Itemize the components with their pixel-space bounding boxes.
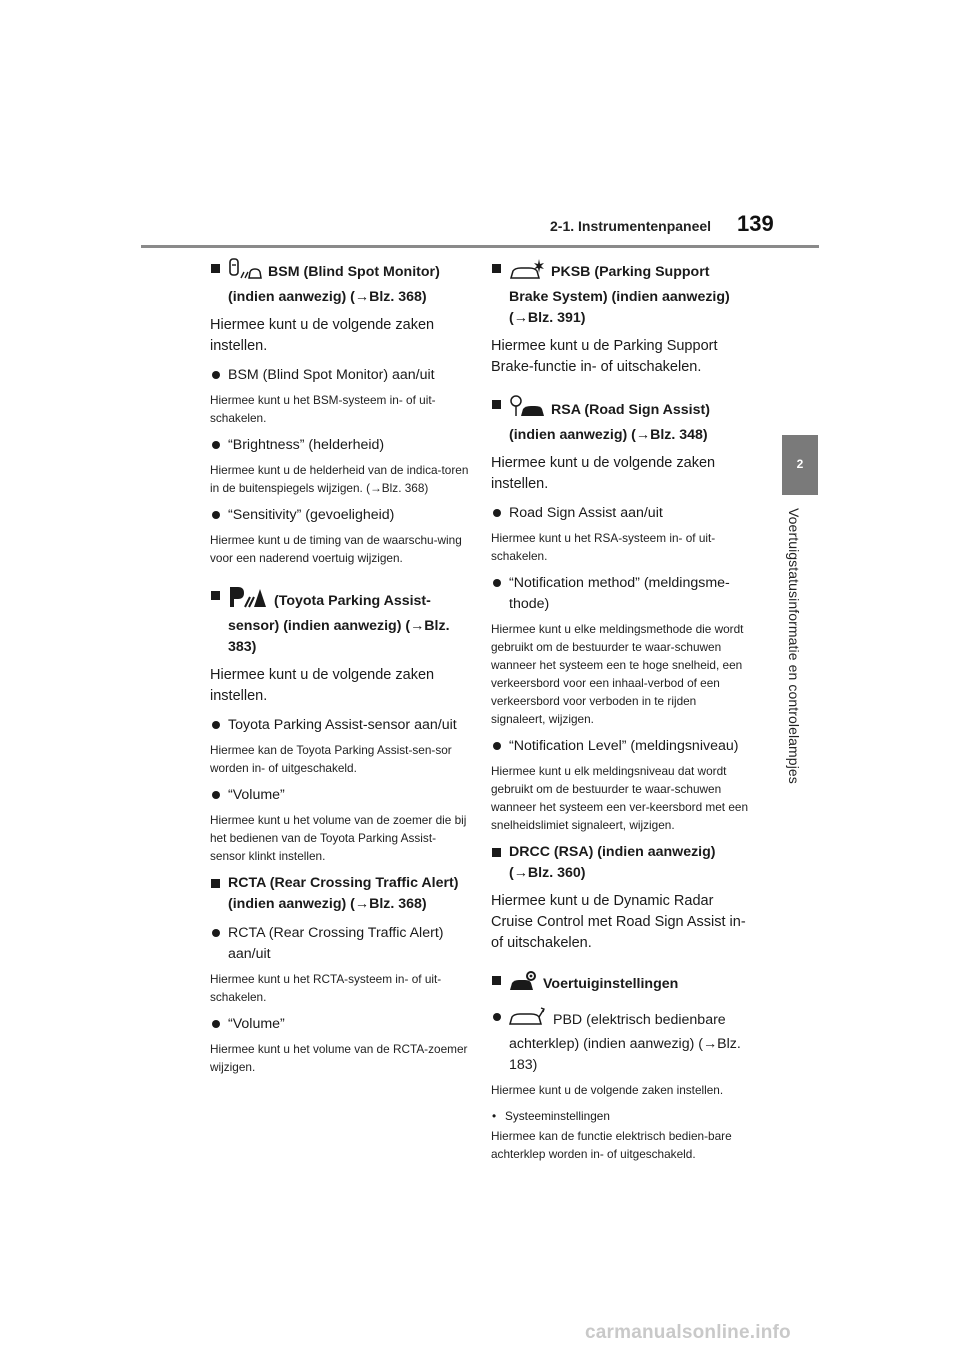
- pksb-heading-text: PKSB (Parking Support Brake System) (indien aanwezig) (→Blz. 391): [509, 264, 730, 326]
- car-settings-icon: [509, 970, 537, 999]
- blind-spot-monitor-icon: [228, 258, 262, 287]
- road-sign-assist-icon: [509, 394, 545, 425]
- parking-assist-bullet-2: “Volume”: [210, 785, 470, 806]
- chapter-tab: [782, 435, 818, 495]
- pbd-bullet-text: PBD (elektrisch bedienbare achterklep) (indien aanwezig) (→Blz. 183): [509, 1012, 741, 1073]
- watermark: carmanualsonline.info: [585, 1322, 791, 1343]
- rsa-desc-2: Hiermee kunt u elke meldingsmethode die wordt gebruikt om de bestuurder te waar-schuwen wanneer het systeem een te hoge snelheid, een verkeersbord voor een inhaal-verbod of een verkeersbord voor verboden in te rijden signaleert, wijzigen.: [491, 622, 744, 726]
- rsa-desc-3: Hiermee kunt u elk meldingsniveau dat wordt gebruikt om de bestuurder te waar-schuwen wanneer het systeem een ver-keersbord met een snelheidslimiet signaleert, wijzigen.: [491, 764, 749, 832]
- section-heading-vehicle-settings: [491, 970, 751, 999]
- rcta-desc-2: Hiermee kunt u het volume van de RCTA-zoemer wijzigen.: [210, 1042, 468, 1074]
- section-title: 2-1. Instrumentenpaneel: [550, 218, 712, 234]
- rsa-bullet-1: Road Sign Assist aan/uit: [491, 503, 751, 524]
- page-number: 139: [737, 211, 774, 236]
- parking-assist-heading-text: (Toyota Parking Assist-sensor) (indien aanwezig) (→Blz. 383): [228, 593, 450, 655]
- pbd-desc-2: Hiermee kan de functie elektrisch bedien-bare achterklep worden in- of uitgeschakeld.: [491, 1129, 732, 1161]
- bsm-bullet-1: BSM (Blind Spot Monitor) aan/uit: [210, 365, 470, 386]
- parking-assist-desc-2: Hiermee kunt u het volume van de zoemer die bij het bedienen van de Toyota Parking Assist-sensor klinkt instellen.: [210, 813, 467, 863]
- rsa-bullet-2: “Notification method” (meldingsme-thode): [491, 573, 751, 615]
- right-column: [491, 258, 751, 1171]
- pbd-subitem: • Systeeminstellingen: [491, 1107, 751, 1125]
- left-column: [210, 258, 470, 1084]
- bsm-desc-1: Hiermee kunt u het BSM-systeem in- of uit-schakelen.: [210, 393, 436, 425]
- section-heading-rcta: RCTA (Rear Crossing Traffic Alert) (indien aanwezig) (→Blz. 368): [210, 873, 470, 915]
- parking-brake-car-icon: [509, 258, 545, 287]
- rsa-heading-text: RSA (Road Sign Assist) (indien aanwezig) (→Blz. 348): [509, 402, 710, 443]
- bsm-intro: Hiermee kunt u de volgende zaken instellen.: [210, 317, 435, 354]
- vehicle-settings-heading-text: Voertuiginstellingen: [543, 976, 679, 992]
- rcta-desc-1: Hiermee kunt u het RCTA-systeem in- of uit-schakelen.: [210, 972, 442, 1004]
- rsa-desc-1: Hiermee kunt u het RSA-systeem in- of uit-schakelen.: [491, 531, 716, 563]
- bsm-desc-3: Hiermee kunt u de timing van de waarschu-wing voor een naderend voertuig wijzigen.: [210, 533, 462, 565]
- bsm-bullet-2: “Brightness” (helderheid): [210, 435, 470, 456]
- bsm-heading-text: BSM (Blind Spot Monitor) (indien aanwezig) (→Blz. 368): [228, 264, 440, 305]
- parking-assist-intro: Hiermee kunt u de volgende zaken instellen.: [210, 667, 435, 704]
- rcta-bullet-2: “Volume”: [210, 1014, 470, 1035]
- section-heading-rsa: [491, 394, 751, 446]
- pksb-intro: Hiermee kunt u de Parking Support Brake-functie in- of uitschakelen.: [491, 338, 718, 375]
- section-heading-parking-assist: [210, 585, 470, 658]
- parking-assist-bullet-1: Toyota Parking Assist-sensor aan/uit: [210, 715, 470, 736]
- pbd-desc-1: Hiermee kunt u de volgende zaken instellen.: [491, 1083, 724, 1097]
- bsm-bullet-3: “Sensitivity” (gevoeligheid): [210, 505, 470, 526]
- page-header: [141, 205, 819, 248]
- bsm-desc-2: Hiermee kunt u de helderheid van de indica-toren in de buitenspiegels wijzigen. (→Blz. 368): [210, 463, 469, 495]
- chapter-number: 2: [796, 457, 804, 471]
- parking-sensor-icon: [228, 585, 268, 616]
- section-heading-drcc: DRCC (RSA) (indien aanwezig) (→Blz. 360): [491, 842, 751, 884]
- pbd-bullet: [491, 1007, 751, 1076]
- parking-assist-desc-1: Hiermee kan de Toyota Parking Assist-sen-sor worden in- of uitgeschakeld.: [210, 743, 452, 775]
- drcc-intro: Hiermee kunt u de Dynamic Radar Cruise Control met Road Sign Assist in- of uitschakelen.: [491, 893, 746, 951]
- section-heading-bsm: [210, 258, 470, 308]
- section-heading-pksb: [491, 258, 751, 329]
- rsa-intro: Hiermee kunt u de volgende zaken instellen.: [491, 455, 716, 492]
- rcta-bullet-1: RCTA (Rear Crossing Traffic Alert) aan/uit: [210, 923, 470, 965]
- rsa-bullet-3: “Notification Level” (meldingsniveau): [491, 736, 751, 757]
- chapter-title: Voertuigstatusinformatie en controlelampjes: [786, 508, 802, 784]
- power-back-door-icon: [509, 1007, 545, 1034]
